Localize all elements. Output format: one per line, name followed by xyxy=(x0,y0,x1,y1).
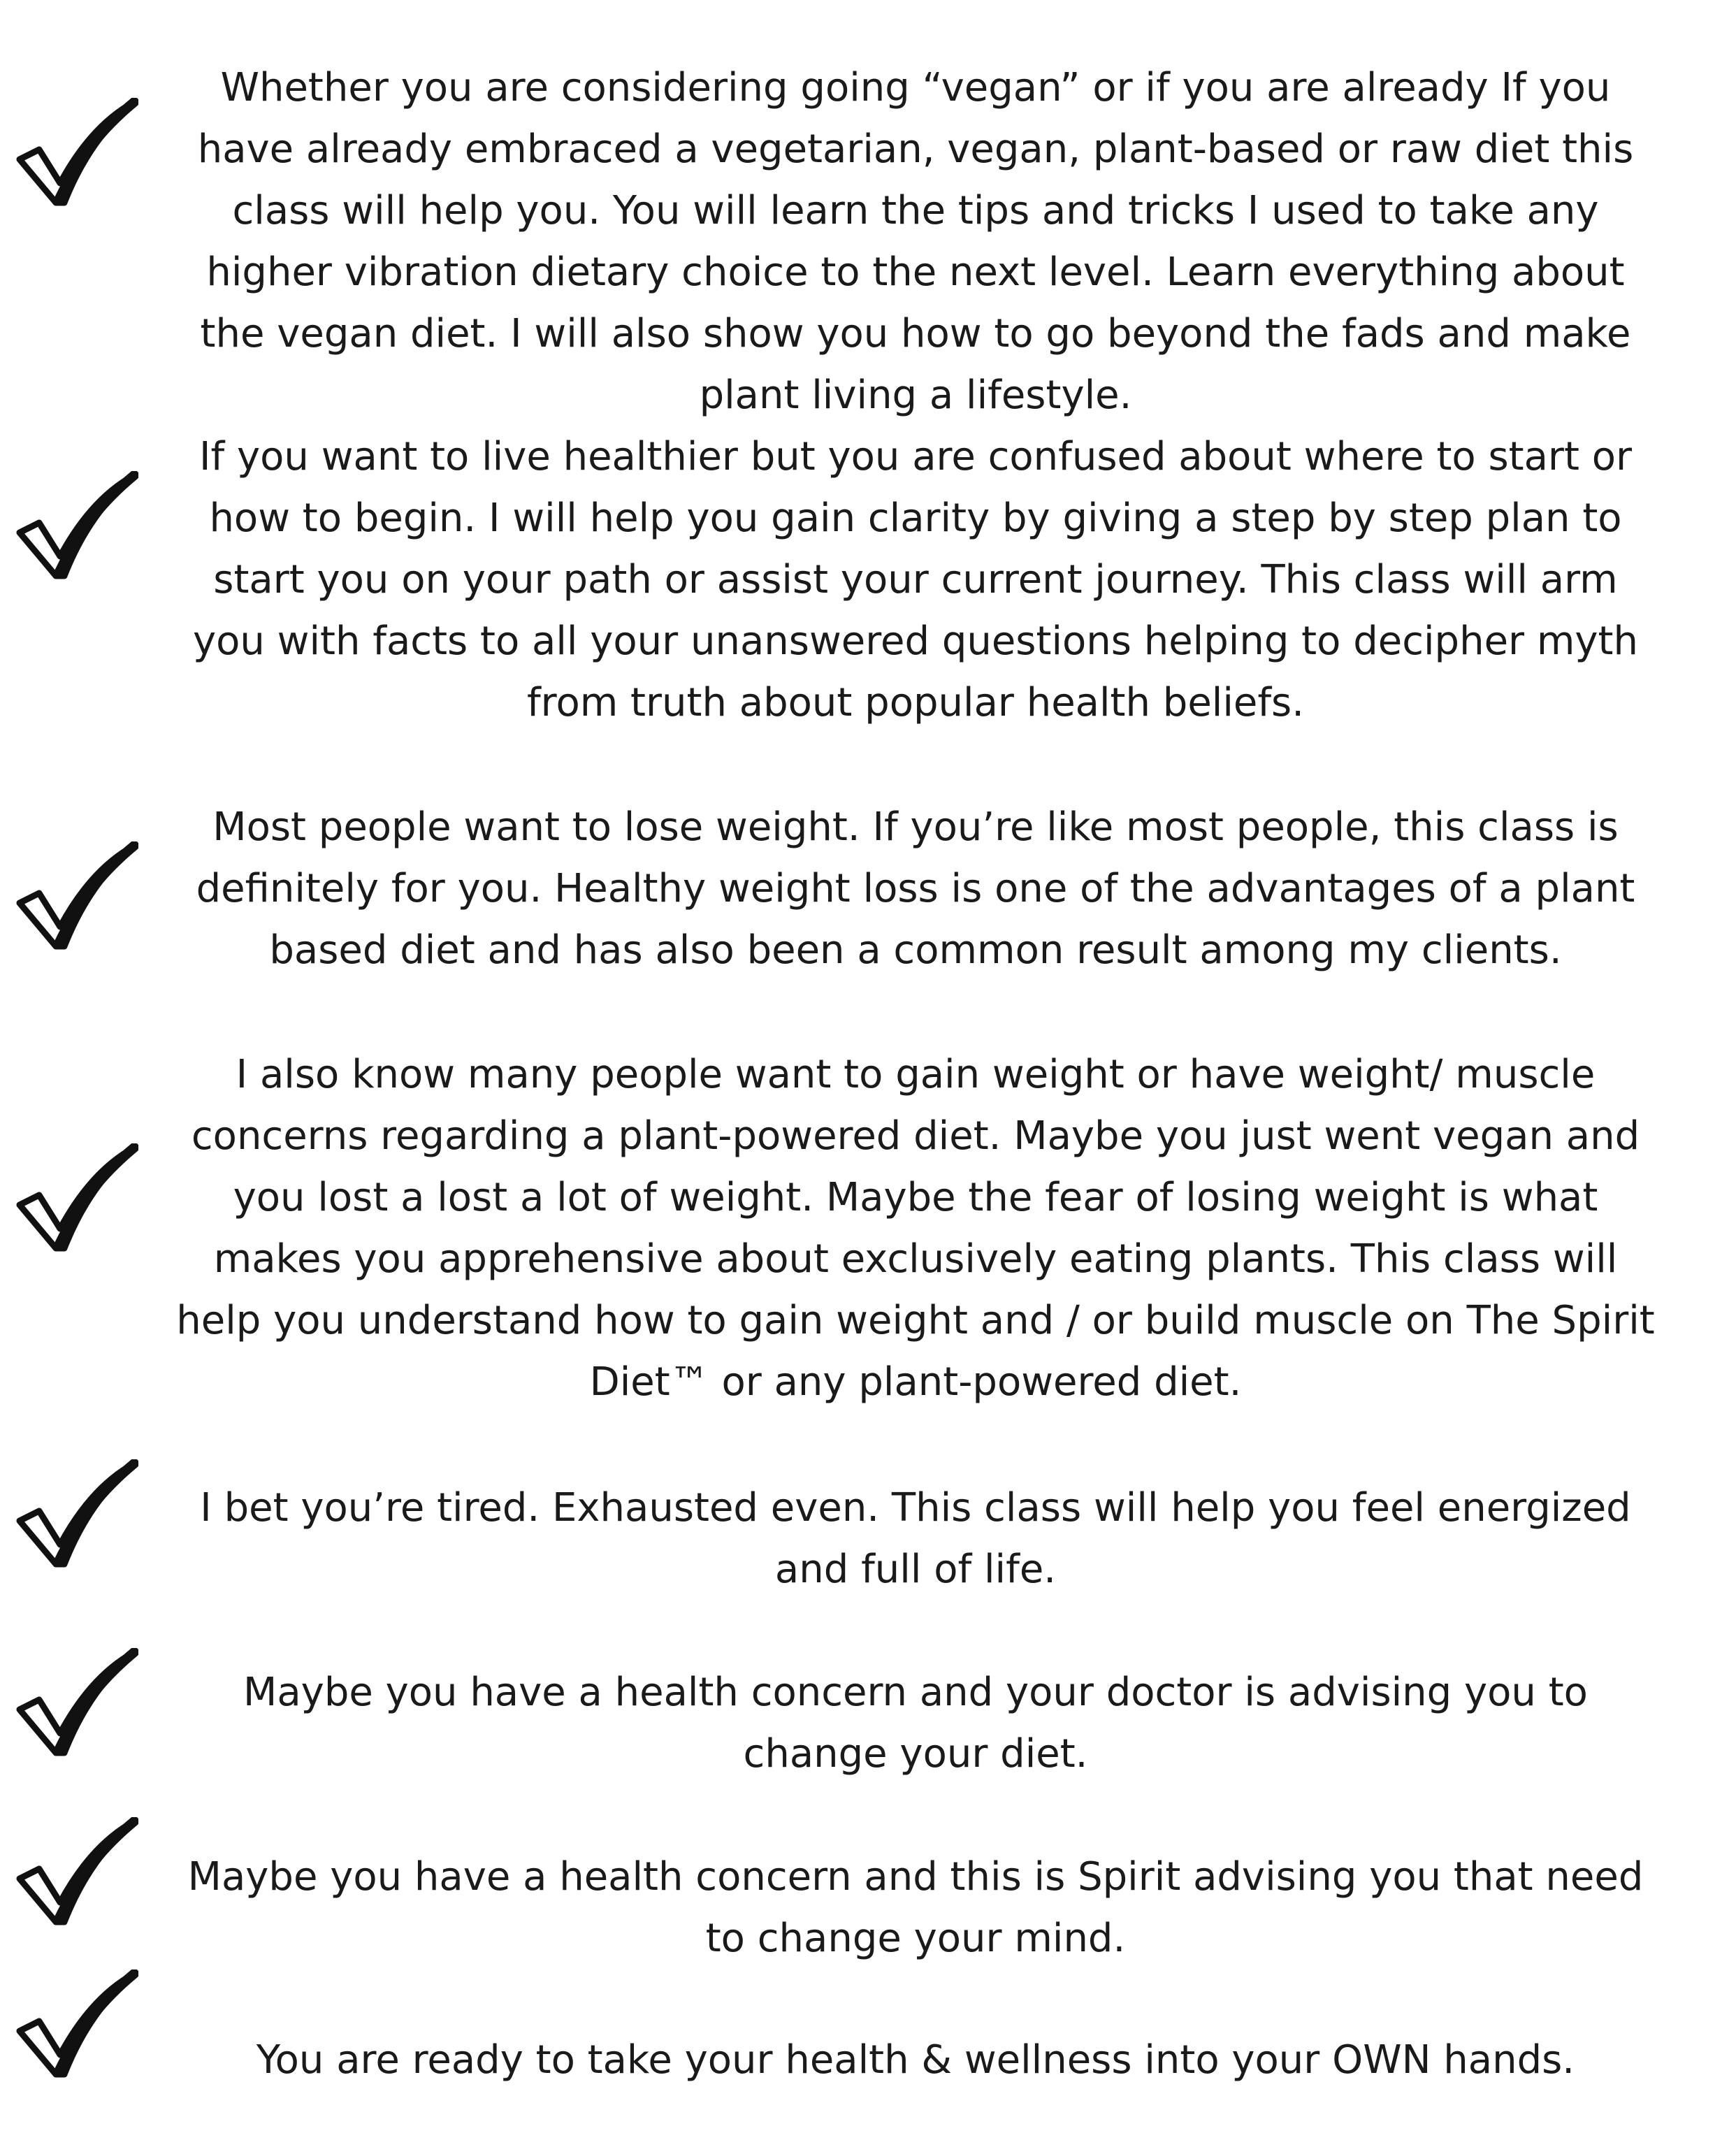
benefit-paragraph-8: You are ready to take your health & wellness into your OWN hands. xyxy=(256,2037,1575,2083)
benefit-paragraph-4: I also know many people want to gain weight or have weight/ muscle concerns regarding a plant-powered diet. Maybe you just went vegan and you lost a lost a lot of weight. Maybe the fear of losing weight is what makes you apprehensive about exclusively eating plants. This class will help you understand how to gain weight and / or build muscle on The Spirit Diet™ or any plant-powered diet. xyxy=(176,1052,1655,1405)
checkmark-icon xyxy=(15,471,138,583)
checkmark-icon xyxy=(15,1459,138,1571)
benefit-paragraph-7: Maybe you have a health concern and this is Spirit advising you that need to change your mind. xyxy=(187,1854,1644,1961)
checkmark-icon xyxy=(15,1648,138,1760)
benefit-paragraph-6: Maybe you have a health concern and your doctor is advising you to change your diet. xyxy=(243,1670,1588,1777)
checkmark-icon xyxy=(15,1969,138,2081)
benefit-paragraph-3: Most people want to lose weight. If you’re like most people, this class is definitely for you. Healthy weight loss is one of the advantages of a plant based diet and has also been a common result among my clients. xyxy=(196,804,1635,973)
benefit-paragraph-5: I bet you’re tired. Exhausted even. This class will help you feel energized and full of life. xyxy=(200,1485,1631,1592)
checkmark-icon xyxy=(15,98,138,210)
checkmark-icon xyxy=(15,1143,138,1255)
checkmark-icon xyxy=(15,1817,138,1929)
checkmark-icon xyxy=(15,841,138,953)
benefit-paragraph-2: If you want to live healthier but you are confused about where to start or how to begin. I will help you gain clarity by giving a step by step plan to start you on your path or assist your current journey. This class will arm you with facts to all your unanswered questions helping to decipher myth from truth about popular health beliefs. xyxy=(192,434,1639,725)
benefit-paragraph-1: Whether you are considering going “vegan” or if you are already If you have already embraced a vegetarian, vegan, plant-based or raw diet this class will help you. You will learn the tips and tricks I used to take any higher vibration dietary choice to the next level. Learn everything about the vegan diet. I will also show you how to go beyond the fads and make plant living a lifestyle. xyxy=(197,65,1634,418)
